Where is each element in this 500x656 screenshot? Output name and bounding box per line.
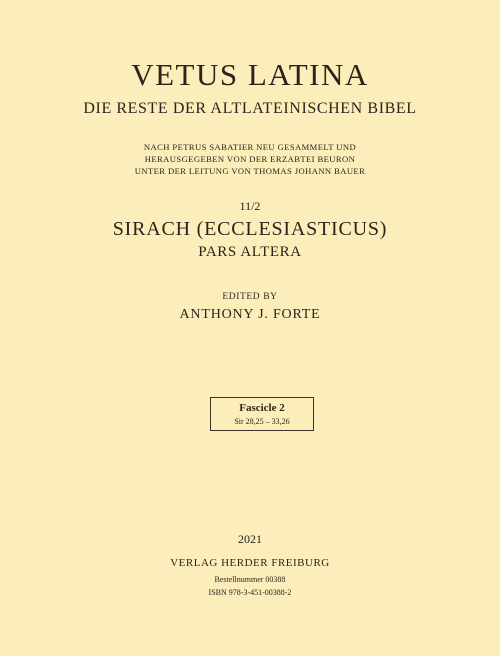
publication-year: 2021 — [238, 532, 262, 546]
fascicle-range: Sir 28,25 – 33,26 — [234, 417, 290, 426]
fascicle-label: Fascicle 2 — [239, 402, 285, 414]
series-subtitle: DIE RESTE DER ALTLATEINISCHEN BIBEL — [83, 100, 417, 117]
isbn: ISBN 978-3-451-00388-2 — [208, 588, 292, 597]
edited-by-label: EDITED BY — [222, 292, 278, 302]
editor-name: ANTHONY J. FORTE — [179, 307, 321, 322]
founding-line: UNTER DER LEITUNG VON THOMAS JOHANN BAUER — [134, 166, 366, 176]
volume-part: PARS ALTERA — [198, 244, 302, 260]
founding-line: NACH PETRUS SABATIER NEU GESAMMELT UND — [143, 142, 357, 152]
founding-line: HERAUSGEGEBEN VON DER ERZABTEI BEURON — [144, 154, 356, 164]
order-number: Bestellnummer 00388 — [214, 575, 286, 584]
fascicle-box — [210, 397, 314, 431]
volume-number: 11/2 — [239, 199, 261, 213]
publisher: VERLAG HERDER FREIBURG — [170, 557, 330, 569]
series-title: VETUS LATINA — [131, 57, 369, 92]
volume-title: SIRACH (ECCLESIASTICUS) — [112, 218, 388, 240]
